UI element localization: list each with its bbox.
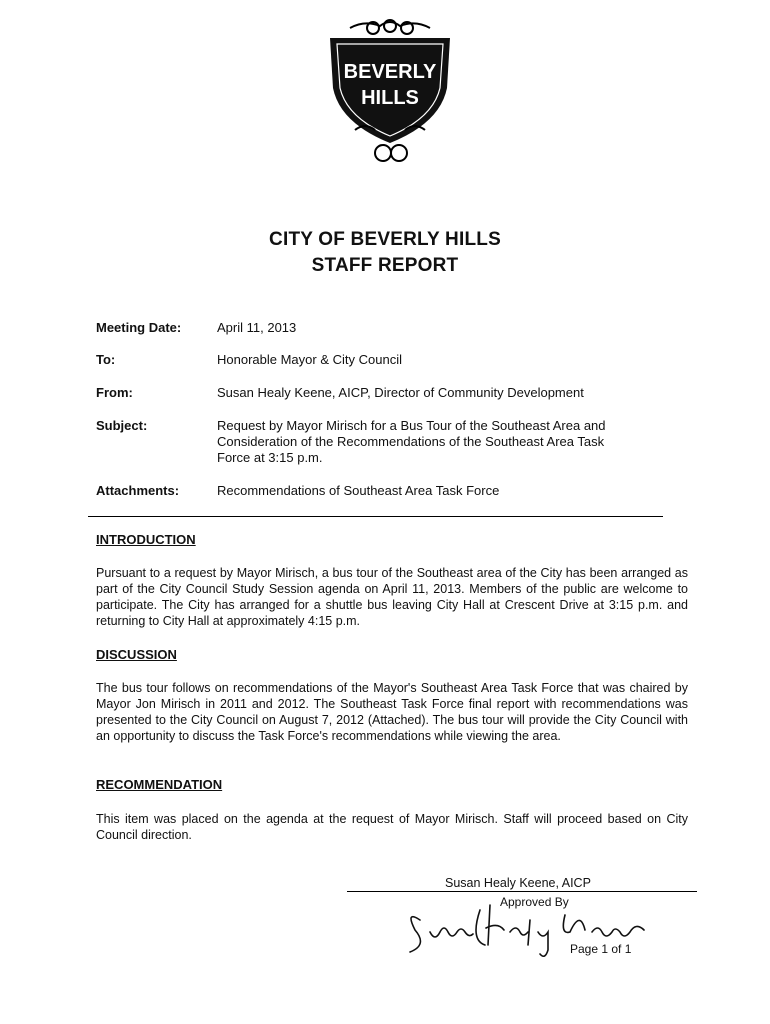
- subject-line-1: Request by Mayor Mirisch for a Bus Tour of the Southeast Area and: [217, 418, 606, 433]
- meeting-date-label: Meeting Date:: [96, 320, 182, 335]
- introduction-heading: INTRODUCTION: [96, 532, 196, 547]
- attachments-value: Recommendations of Southeast Area Task Force: [217, 483, 500, 498]
- attachments-label: Attachments:: [96, 483, 180, 498]
- to-label: To:: [96, 352, 116, 367]
- to-value: Honorable Mayor & City Council: [217, 352, 402, 367]
- from-value: Susan Healy Keene, AICP, Director of Community Development: [217, 385, 584, 400]
- signer-name: Susan Healy Keene, AICP: [445, 876, 591, 890]
- handwritten-signature: [400, 890, 660, 970]
- subject-line-3: Force at 3:15 p.m.: [217, 450, 323, 465]
- from-label: From:: [96, 385, 133, 400]
- report-subtitle: STAFF REPORT: [311, 255, 459, 276]
- report-title: CITY OF BEVERLY HILLS: [269, 229, 501, 250]
- approved-by-label: Approved By: [500, 895, 569, 909]
- recommendation-heading: RECOMMENDATION: [96, 777, 223, 792]
- seal-line2: HILLS: [361, 87, 419, 109]
- discussion-heading: DISCUSSION: [96, 647, 177, 662]
- discussion-text: The bus tour follows on recommendations of the Mayor's Southeast Area Task Force that was chaired by Mayor Jon Mirisch in 2011 and 2012. The Southeast Task Force final report with recommendations was presented to the City Council on August 7, 2012 (Attached). The bus tour will provide the City Council with an opportunity to discuss the Task Force's recommendations while viewing the area.: [96, 681, 688, 743]
- subject-line-2: Consideration of the Recommendations of the Southeast Area Task: [217, 434, 605, 449]
- page-number: Page 1 of 1: [570, 942, 632, 956]
- section-divider: [88, 516, 663, 517]
- recommendation-text: This item was placed on the agenda at the request of Mayor Mirisch. Staff will proceed based on City Council direction.: [96, 812, 688, 842]
- seal-line1: BEVERLY: [343, 61, 437, 83]
- meeting-date-value: April 11, 2013: [217, 320, 297, 335]
- introduction-text: Pursuant to a request by Mayor Mirisch, a bus tour of the Southeast area of the City has been arranged as part of the City Council Study Session agenda on April 11, 2013. Members of the public are welcome to participate. The City has arranged for a shuttle bus leaving City Hall at Crescent Drive at 3:15 p.m. and returning to City Hall at approximately 4:15 p.m.: [96, 566, 688, 628]
- city-seal-icon: [325, 18, 455, 168]
- subject-label: Subject:: [96, 418, 148, 433]
